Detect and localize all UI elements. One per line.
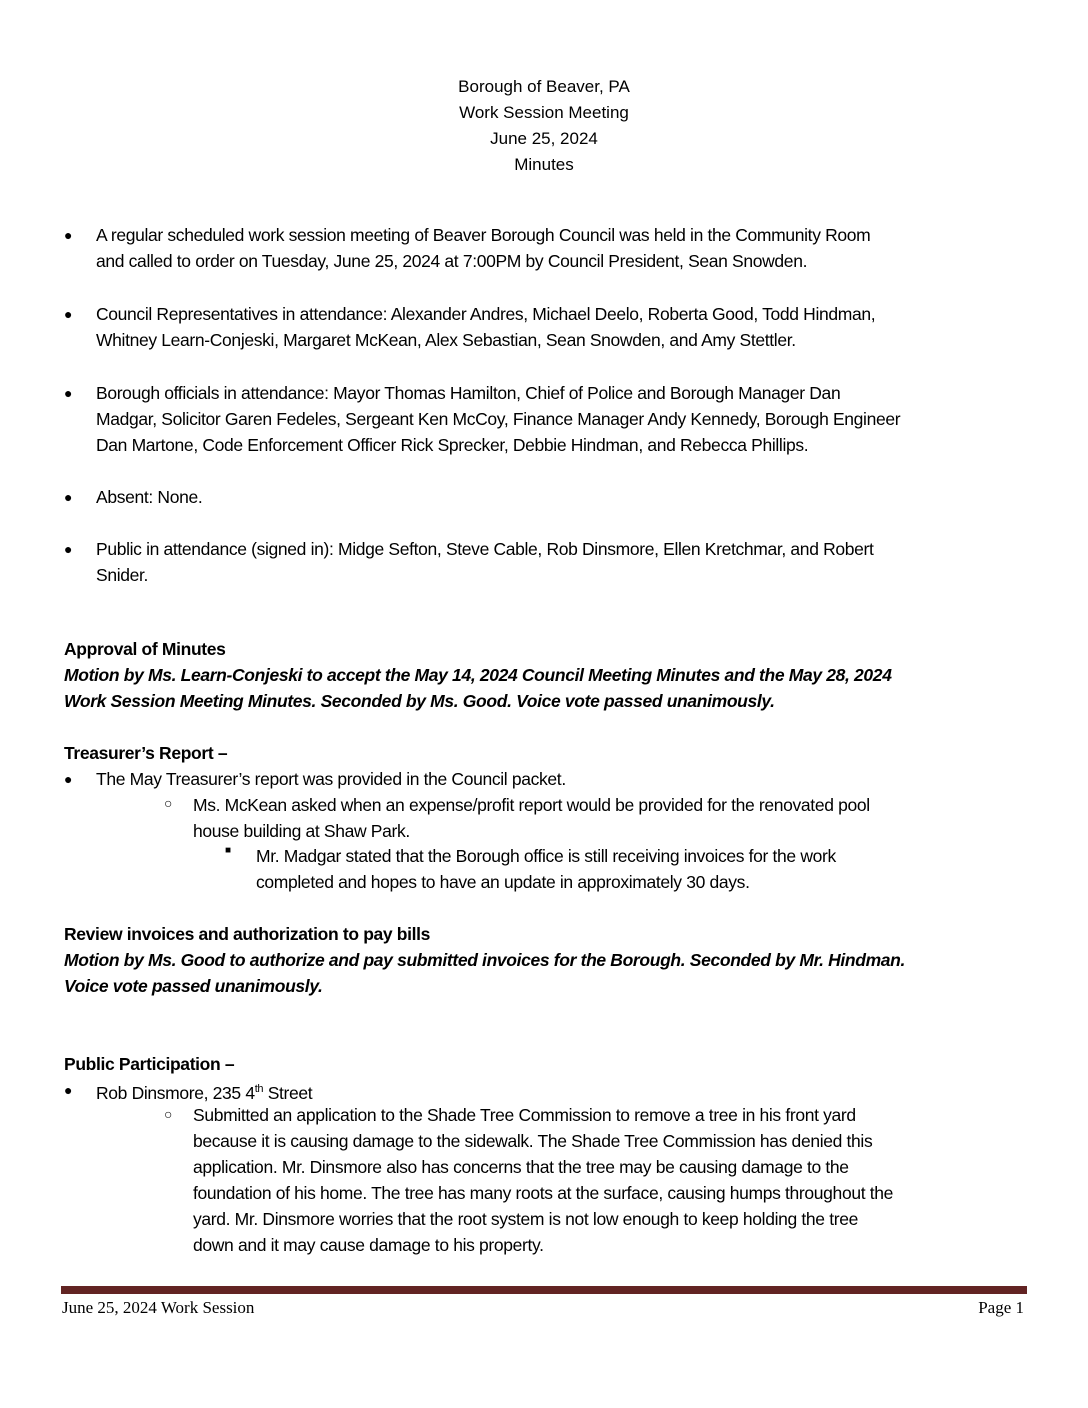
invoices-motion: Motion by Ms. Good to authorize and pay submitted invoices for the Borough. Seconded by Mr. Hindman. Voice vote passed unanimously. (64, 950, 906, 996)
bullet-icon: ● (64, 385, 73, 401)
speaker-name-address: Rob Dinsmore, 235 4th Street (96, 1082, 313, 1103)
header-borough: Borough of Beaver, PA (458, 77, 630, 96)
approval-heading: Approval of Minutes (64, 639, 226, 659)
treasurer-heading: Treasurer’s Report – (64, 743, 228, 763)
footer-rule (61, 1286, 1027, 1294)
bullet-icon: ● (64, 227, 73, 243)
header-meeting-type: Work Session Meeting (459, 103, 629, 122)
invoices-heading: Review invoices and authorization to pay bills (64, 924, 431, 944)
speaker-comments: Submitted an application to the Shade Tree Commission to remove a tree in his front yard because it is causing damage to the sidewalk. The Shade Tree Commission has denied this application. Mr. Dinsmore also has concerns that the tree may be causing damage to the foundation of his home. The tree has many roots at the surface, causing humps throughout the yard. Mr. Dinsmore worries that the root system is not low enough to keep holding the tree down and it may cause damage to his property. (193, 1105, 894, 1255)
footer-page-number: Page 1 (978, 1298, 1024, 1317)
approval-motion: Motion by Ms. Learn-Conjeski to accept the May 14, 2024 Council Meeting Minutes and the May 28, 2024 Work Session Meeting Minutes. Seconded by Ms. Good. Voice vote passed unanimously. (64, 665, 892, 711)
document-header (0, 74, 1088, 178)
square-bullet-icon: ■ (225, 845, 232, 856)
bullet-icon: ● (64, 541, 73, 557)
header-minutes: Minutes (514, 155, 574, 174)
hollow-circle-icon: ○ (164, 795, 173, 811)
treasurer-report-item: The May Treasurer’s report was provided in the Council packet. (96, 769, 566, 789)
intro-council-attendance: Council Representatives in attendance: Alexander Andres, Michael Deelo, Roberta Good, Todd Hindman, Whitney Learn-Conjeski, Margaret McKean, Alex Sebastian, Sean Snowden, and Amy Stettler. (96, 304, 876, 350)
treasurer-madgar-response: Mr. Madgar stated that the Borough office is still receiving invoices for the work completed and hopes to have an update in approximately 30 days. (256, 846, 836, 892)
bullet-icon: ● (64, 306, 73, 322)
hollow-circle-icon: ○ (164, 1106, 173, 1122)
treasurer-mckean-question: Ms. McKean asked when an expense/profit report would be provided for the renovated pool house building at Shaw Park. (193, 795, 870, 841)
intro-officials-attendance: Borough officials in attendance: Mayor Thomas Hamilton, Chief of Police and Borough Manager Dan Madgar, Solicitor Garen Fedeles, Sergeant Ken McCoy, Finance Manager Andy Kennedy, Borough Engineer Dan Martone, Code Enforcement Officer Rick Sprecker, Debbie Hindman, and Rebecca Phillips. (96, 383, 901, 455)
bullet-icon: ● (64, 1082, 73, 1098)
footer-left: June 25, 2024 Work Session (62, 1298, 255, 1317)
bullet-icon: ● (64, 489, 73, 505)
header-date: June 25, 2024 (490, 129, 598, 148)
public-participation-heading: Public Participation – (64, 1054, 235, 1074)
intro-call-to-order: A regular scheduled work session meeting of Beaver Borough Council was held in the Community Room and called to order on Tuesday, June 25, 2024 at 7:00PM by Council President, Sean Snowden. (96, 225, 871, 271)
intro-public-attendance: Public in attendance (signed in): Midge Sefton, Steve Cable, Rob Dinsmore, Ellen Kretchmar, and Robert Snider. (96, 539, 874, 585)
bullet-icon: ● (64, 771, 73, 787)
intro-absent: Absent: None. (96, 487, 203, 507)
